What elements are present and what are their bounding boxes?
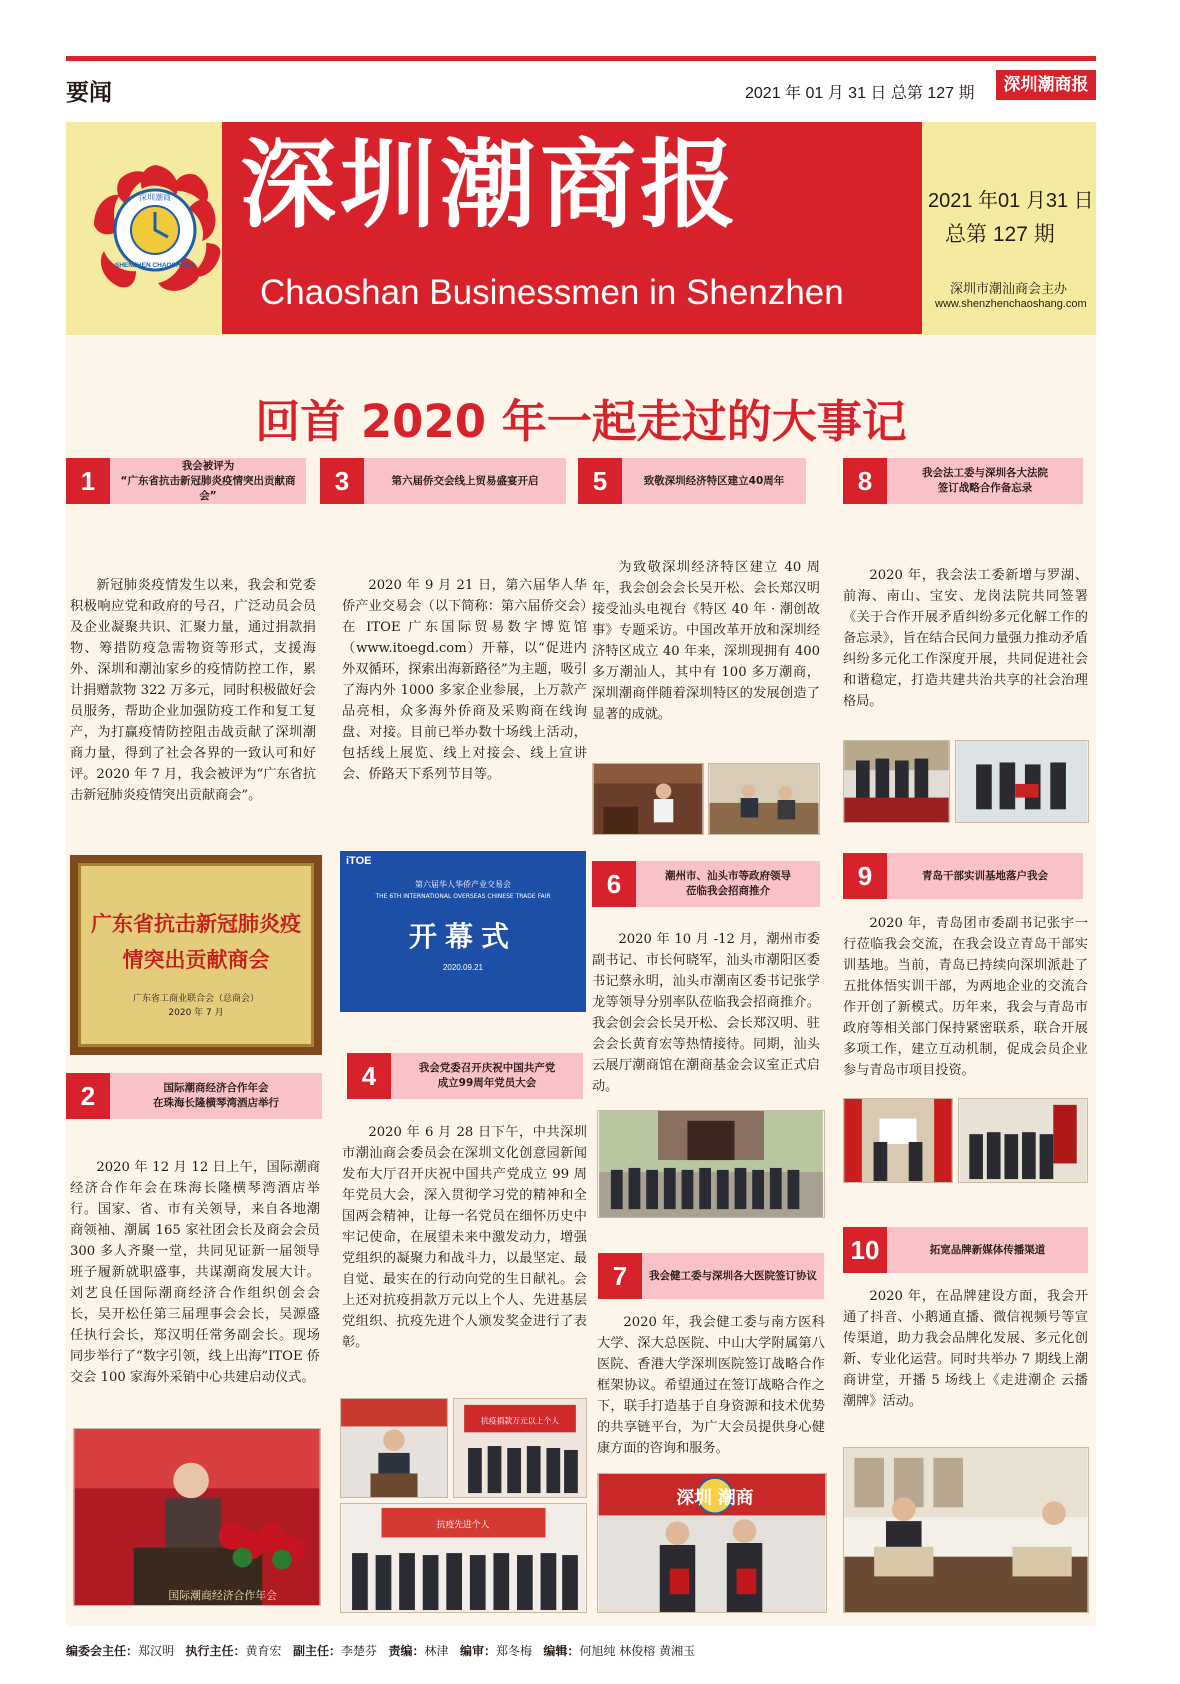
qingdao-photo-2: [958, 1098, 1088, 1183]
government-visit-photo: [597, 1110, 825, 1218]
plaque-issuer: 广东省工商业联合会（总商会）: [132, 994, 259, 1004]
item-number: 6: [592, 861, 636, 907]
item-9-text: 2020 年，青岛团市委副书记张宇一行莅临我会交流，在我会设立青岛干部实训基地。当前，青岛已持续向深圳派赴了五批体悟实训干部，为两地企业的交流合作开创了新模式。历年来，我会与青岛市政府等相关部门保持紧密联系，联合开展多项工作，建立互动机制，促成会员企业参与青岛市项目投资。: [843, 916, 1088, 1078]
masthead-subtitle: Chaoshan Businessmen in Shenzhen: [260, 273, 844, 312]
item-8-tag: [843, 458, 1083, 504]
item-6-tag: [592, 861, 820, 907]
header-date-issue: 2021 年 01 月 31 日 总第 127 期: [745, 85, 975, 102]
masthead-title: 深圳潮商报: [240, 129, 740, 241]
itoe-date: 2020.09.21: [442, 963, 484, 972]
item-number: 10: [843, 1227, 887, 1273]
signing-banner: 深圳 潮商: [676, 1488, 754, 1509]
itoe-en: THE 6TH INTERNATIONAL OVERSEAS CHINESE TRADE FAIR: [375, 893, 551, 900]
item-number: 5: [578, 458, 622, 504]
item-7-text: 2020 年，我会健工委与南方医科大学、深大总医院、中山大学附属第八医院、香港大学深圳医院签订战略合作框架协议。希望通过在签订战略合作之下，联手打造基于自身资源和技术优势的共享链平台，为广大会员提供身心健康方面的咨询和服务。: [597, 1315, 825, 1456]
court-signing-photo-2: [955, 740, 1089, 823]
item-2-text: 2020 年 12 月 12 日上午，国际潮商经济合作年会在珠海长隆横琴湾酒店举行。国家、省、市有关领导，来自各地潮商领袖、潮属 165 家社团会长及商会会员 300 多人齐聚一堂，共同见证新一届领导班子履新就职盛事，共谋潮商发展大计。刘艺良任国际潮商经济合作组织创会会长，吴开松任第三届理事会会长，吴源盛任执行会长，郑汉明任常务副会长。现场同步举行了“数字引领，线上出海”ITOE 侨交会 100 家海外采销中心共建启动仪式。: [70, 1160, 320, 1385]
chaoshang-logo-icon: [80, 155, 230, 305]
court-signing-photo-1: [843, 740, 950, 823]
item-7-tag: [598, 1253, 824, 1299]
footer-value: 李楚芬: [340, 1644, 377, 1658]
item-8-text: 2020 年，我会法工委新增与罗湖、前海、南山、宝安、龙岗法院共同签署《关于合作开展矛盾纠纷多元化解工作的备忘录》，旨在结合民间力量强力推动矛盾纠纷多元化工作深度开展，共同促进社会和谐稳定，打造共建共治共享的社会治理格局。: [843, 568, 1088, 709]
plaque-date: 2020 年 7 月: [168, 1008, 224, 1018]
footer-label: 副主任：: [292, 1644, 341, 1658]
section-label: 要闻: [66, 80, 112, 106]
annual-meeting-photo: [73, 1428, 321, 1606]
item-9-tag: [843, 853, 1083, 899]
footer-value: 林津: [424, 1644, 449, 1658]
item-title: 国际潮商经济合作年会 在珠海长隆横琴湾酒店举行: [153, 1082, 279, 1109]
livestream-photo: [843, 1447, 1089, 1613]
itoe-logo: iTOE: [346, 855, 372, 867]
item-2-tag: [66, 1073, 322, 1119]
award-plaque-photo: [70, 855, 322, 1055]
item-number: 4: [347, 1053, 391, 1099]
item-3-tag: [320, 458, 566, 504]
plaque-title: 广东省抗击新冠肺炎疫情突出贡献商会: [91, 912, 301, 972]
footer-label: 编审：: [459, 1644, 496, 1658]
headline: 回首 2020 年一起走过的大事记: [255, 395, 907, 448]
item-title: 拓宽品牌新媒体传播渠道: [929, 1243, 1046, 1256]
footer-label: 执行主任：: [185, 1644, 246, 1658]
itoe-title: 第六届华人华侨产业交易会: [415, 880, 511, 889]
item-10-tag: [843, 1227, 1088, 1273]
footer-label: 编委会主任：: [66, 1644, 139, 1658]
footer-value: 郑汉明: [138, 1644, 175, 1658]
item-number: 3: [320, 458, 364, 504]
item-1-text: 新冠肺炎疫情发生以来，我会和党委积极响应党和政府的号召，广泛动员会员及企业凝聚共识、汇聚力量，通过捐款捐物、筹措防疫急需物资等形式，支援海外、深圳和潮汕家乡的疫情防控工作，累计捐赠款物 322 万多元，同时积极做好会员服务，帮助企业加强防疫工作和复工复产，为打赢疫情防控阻击战贡献了深圳潮商力量，得到了社会各界的一致认可和好评。2020 年 7 月，我会被评为“广东省抗击新冠肺炎疫情突出贡献商会”。: [70, 578, 316, 803]
item-number: 1: [66, 458, 110, 504]
item-10-text: 2020 年，在品牌建设方面，我会开通了抖音、小鹅通直播、微信视频号等宣传渠道，助力我会品牌化发展、多元化创新、专业化运营。同时共举办 7 期线上潮商讲堂，开播 5 场线上《走进潮企 云播潮牌》活动。: [843, 1289, 1088, 1409]
qingdao-photo-1: [843, 1098, 953, 1183]
item-title: 潮州市、汕头市等政府领导 莅临我会招商推介: [665, 870, 791, 897]
interview-photo-2: [708, 763, 820, 835]
top-rule: [66, 56, 1096, 61]
item-title: 我会法工委与深圳各大法院 签订战略合作备忘录: [922, 467, 1048, 494]
hospital-signing-photo: [597, 1473, 827, 1613]
itoe-main: 开幕式: [408, 920, 517, 953]
item-1-tag: [66, 458, 306, 504]
header-paper-mark: 深圳潮商报: [996, 70, 1096, 100]
party-award-photo-1: [453, 1398, 587, 1498]
logo-top-text: 深圳潮商: [139, 193, 171, 202]
masthead-date: 2021 年01 月31 日: [928, 190, 1094, 212]
item-6-text: 2020 年 10 月 -12 月，潮州市委副书记、市长何晓军，汕头市潮阳区委书记蔡永明，汕头市潮南区委书记张学龙等领导分别率队莅临我会招商推介。我会创会会长吴开松、会长郑汉明、驻会会长黄育宏等热情接待。同期，汕头云展厅潮商馆在潮商基金会议室正式启动。: [592, 932, 820, 1094]
item-title: 青岛干部实训基地落户我会: [922, 869, 1048, 882]
party-award-photo-2: [340, 1503, 587, 1613]
itoe-opening-photo: [340, 851, 586, 1012]
item-3-text: 2020 年 9 月 21 日，第六届华人华侨产业交易会（以下简称：第六届侨交会）在 ITOE 广东国际贸易数字博览馆（www.itoegd.com）开幕，以“促进内外双循环，探索出海新路径”为主题，吸引了海内外 1000 多家企业参展，上万款产品亮相，众多海外侨商及采购商在线询盘、对接。目前已举办数十场线上活动，包括线上展览、线上对接会、线上宣讲会、侨路天下系列节目等。: [342, 578, 587, 782]
item-4-text: 2020 年 6 月 28 日下午，中共深圳市潮汕商会委员会在深圳文化创意园新闻发布大厅召开庆祝中国共产党成立 99 周年党员大会，深入贯彻学习党的精神和全国两会精神，让每一名党员在细怀历史中牢记使命，在展望未来中激发动力，增强党组织的凝聚力和战斗力，以最坚定、最自觉、最实在的行动向党的生日献礼。会上还对抗疫捐款万元以上个人、先进基层党组织、抗疫先进个人颁发奖金进行了表彰。: [342, 1125, 587, 1350]
award-banner-2: 抗疫先进个人: [436, 1520, 490, 1531]
footer-label: 责编：: [388, 1644, 425, 1658]
item-title: 我会党委召开庆祝中国共产党 成立99周年党员大会: [418, 1062, 556, 1089]
item-number: 7: [598, 1253, 642, 1299]
item-title: 第六届侨交会线上贸易盛宴开启: [391, 474, 539, 487]
item-title: 致敬深圳经济特区建立40周年: [643, 474, 785, 487]
interview-photo-1: [592, 763, 704, 835]
award-banner-1: 抗疫捐款万元以上个人: [480, 1416, 560, 1426]
item-title: 我会健工委与深圳各大医院签订协议: [649, 1269, 817, 1282]
logo-ring-text: SHENZHEN CHAOSHANG: [114, 262, 196, 269]
footer-value: 何旭纯 林俊榕 黄湘玉: [579, 1644, 696, 1658]
item-5-tag: [578, 458, 806, 504]
item-number: 8: [843, 458, 887, 504]
item-5-text: 为致敬深圳经济特区建立 40 周年，我会创会会长吴开松、会长郑汉明接受汕头电视台《特区 40 年 · 潮创故事》专题采访。中国改革开放和深圳经济特区成立 40 年来，深圳现拥有 400 多万潮汕人，其中有 100 多万潮商，深圳潮商伴随着深圳特区的发展创造了显著的成就。: [592, 560, 820, 722]
masthead-issue: 总第 127 期: [945, 223, 1055, 246]
masthead-host: 深圳市潮汕商会主办: [950, 282, 1068, 297]
footer-credits: [66, 1642, 695, 1659]
party-speech-photo: [340, 1398, 448, 1498]
footer-label: 编辑：: [543, 1644, 580, 1658]
item-number: 9: [843, 853, 887, 899]
photo-banner-text: 国际潮商经济合作年会: [168, 1589, 278, 1603]
footer-value: 郑冬梅: [495, 1644, 532, 1658]
item-title: 我会被评为 “广东省抗击新冠肺炎疫情突出贡献商会”: [120, 459, 296, 502]
masthead-website[interactable]: www.shenzhenchaoshang.com: [935, 298, 1087, 310]
footer-value: 黄育宏: [245, 1644, 282, 1658]
item-4-tag: [347, 1053, 583, 1099]
item-number: 2: [66, 1073, 110, 1119]
